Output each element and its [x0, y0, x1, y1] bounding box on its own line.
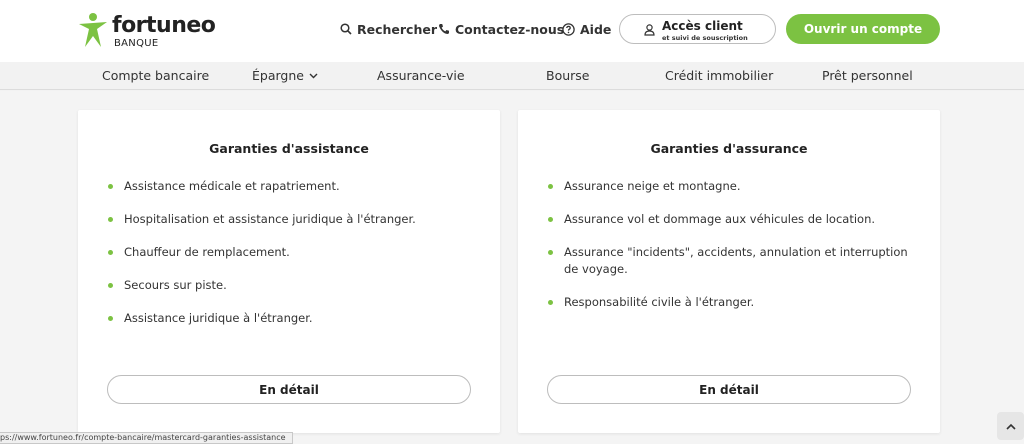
assistance-list [108, 178, 478, 343]
fortuneo-logo[interactable] [78, 12, 216, 52]
nav-item-label: Crédit immobilier [665, 68, 774, 83]
nav-item-label: Assurance-vie [377, 68, 465, 83]
contact-label: Contactez-nous [455, 21, 565, 37]
list-item: Secours sur piste. [108, 277, 478, 294]
list-item: Hospitalisation et assistance juridique à l'étranger. [108, 211, 478, 228]
nav-item-compte-bancaire[interactable] [102, 68, 209, 83]
nav-item-label: Prêt personnel [822, 68, 913, 83]
nav-item-label: Compte bancaire [102, 68, 210, 83]
phone-icon [438, 23, 450, 35]
main-content [0, 91, 1024, 444]
insurance-list [548, 178, 918, 327]
search-label: Rechercher [357, 21, 438, 37]
status-bar-url: ps://www.fortuneo.fr/compte-bancaire/mastercard-garanties-assistance [0, 432, 293, 444]
nav-item-label: Épargne [252, 68, 304, 83]
nav-item-assurance-vie[interactable] [377, 68, 465, 83]
site-header [0, 0, 1024, 62]
insurance-card [518, 110, 940, 433]
brand-name: fortuneo [112, 13, 216, 38]
client-access-sub: et suivi de souscription [662, 34, 748, 42]
search-link[interactable] [340, 20, 437, 38]
list-item: Assurance vol et dommage aux véhicules de location. [548, 211, 918, 228]
nav-item-epargne[interactable] [252, 68, 318, 83]
chevron-up-icon [1006, 423, 1016, 430]
list-item: Assurance "incidents", accidents, annulation et interruption de voyage. [548, 244, 918, 278]
contact-link[interactable] [438, 20, 564, 38]
card-title: Garanties d'assistance [209, 141, 369, 156]
main-nav [0, 62, 1024, 90]
list-item: Assistance juridique à l'étranger. [108, 310, 478, 327]
assistance-card [78, 110, 500, 433]
fortuneo-logo-icon [78, 12, 108, 48]
list-item: Responsabilité civile à l'étranger. [548, 294, 918, 311]
insurance-detail-button[interactable]: En détail [547, 375, 911, 404]
help-icon [562, 23, 575, 36]
chevron-down-icon [309, 73, 318, 79]
nav-item-bourse[interactable] [546, 68, 590, 83]
client-access-label: Accès client [662, 19, 743, 33]
assistance-detail-button[interactable]: En détail [107, 375, 471, 404]
open-account-button[interactable]: Ouvrir un compte [786, 14, 940, 44]
nav-item-label: Bourse [546, 68, 590, 83]
search-icon [340, 23, 352, 35]
nav-item-pret-personnel[interactable] [822, 68, 913, 83]
scroll-to-top-button[interactable] [997, 412, 1024, 440]
help-label: Aide [580, 21, 612, 37]
card-title: Garanties d'assurance [650, 141, 808, 156]
user-icon [644, 24, 655, 36]
list-item: Assistance médicale et rapatriement. [108, 178, 478, 195]
list-item: Assurance neige et montagne. [548, 178, 918, 195]
help-link[interactable] [562, 20, 611, 38]
client-access-button[interactable] [619, 14, 776, 44]
nav-item-credit-immobilier[interactable] [665, 68, 773, 83]
list-item: Chauffeur de remplacement. [108, 244, 478, 261]
brand-sub: BANQUE [114, 38, 159, 49]
